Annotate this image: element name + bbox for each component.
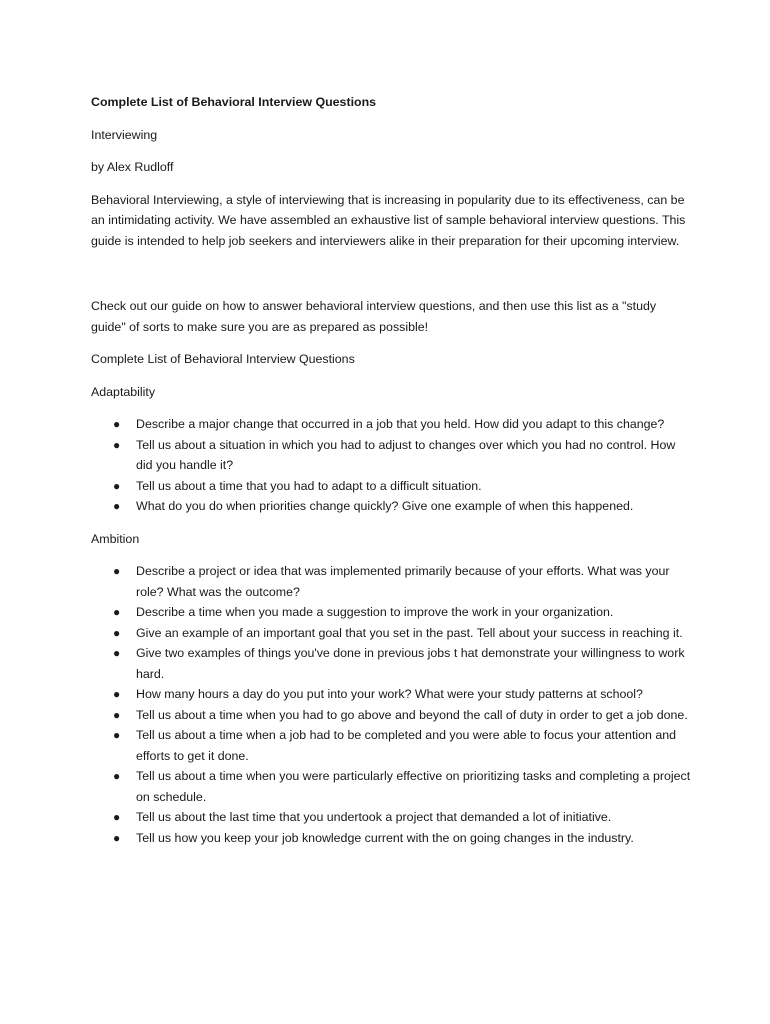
list-item — [91, 476, 691, 497]
question-text: What do you do when priorities change quickly? Give one example of when this happened. — [136, 499, 634, 513]
document-body — [91, 92, 691, 860]
list-item — [91, 496, 691, 517]
question-text: Tell us about a time when you were particularly effective on prioritizing tasks and completing a project on schedule. — [136, 769, 691, 804]
question-text: Tell us about a time that you had to adapt to a difficult situation. — [136, 478, 482, 493]
list-item — [91, 684, 691, 705]
question-list-ambition — [91, 561, 691, 848]
list-item — [91, 725, 691, 766]
list-item — [91, 807, 691, 828]
section-heading-adaptability: Adaptability — [91, 384, 156, 399]
bullet-icon: ● — [113, 417, 121, 431]
bullet-icon: ● — [113, 499, 121, 513]
question-text: Tell us about a situation in which you had to adjust to changes over which you had no control. How did you handle it? — [136, 437, 676, 472]
document-category: Interviewing — [91, 127, 158, 142]
question-list-adaptability — [91, 414, 691, 517]
bullet-icon: ● — [113, 646, 121, 660]
question-text: Describe a major change that occurred in a job that you held. How did you adapt to this change? — [136, 417, 665, 431]
question-text: Tell us about the last time that you undertook a project that demanded a lot of initiative. — [136, 810, 612, 824]
list-item — [91, 705, 691, 726]
bullet-icon: ● — [113, 605, 121, 619]
bullet-icon: ● — [113, 564, 121, 578]
bullet-icon: ● — [113, 437, 121, 452]
section-heading-ambition: Ambition — [91, 531, 140, 546]
intro-paragraph: Behavioral Interviewing, a style of interviewing that is increasing in popularity due to its effectiveness, can be an intimidating activity. We have assembled an exhaustive list of sample behavioral interview questions. This guide is intended to help job seekers and interviewers alike in their preparation for their upcoming interview. — [91, 192, 686, 248]
bullet-icon: ● — [113, 810, 121, 824]
document-title: Complete List of Behavioral Interview Questions — [91, 95, 377, 109]
list-item — [91, 828, 691, 849]
list-heading: Complete List of Behavioral Interview Questions — [91, 352, 355, 366]
guide-note-paragraph: Check out our guide on how to answer behavioral interview questions, and then use this list as a "study guide" of sorts to make sure you are as prepared as possible! — [91, 299, 657, 334]
question-text: Tell us about a time when you had to go above and beyond the call of duty in order to get a job done. — [136, 707, 688, 722]
list-item — [91, 623, 691, 644]
question-text: Describe a project or idea that was implemented primarily because of your efforts. What was your role? What was the outcome? — [136, 564, 670, 599]
paragraph-spacer — [91, 263, 691, 296]
document-byline: by Alex Rudloff — [91, 160, 174, 174]
bullet-icon: ● — [113, 478, 121, 493]
question-text: Give an example of an important goal that you set in the past. Tell about your success in reaching it. — [136, 625, 683, 640]
list-item — [91, 435, 691, 476]
list-item — [91, 561, 691, 602]
bullet-icon: ● — [113, 728, 121, 742]
bullet-icon: ● — [113, 769, 121, 783]
bullet-icon: ● — [113, 707, 121, 722]
bullet-icon: ● — [113, 687, 121, 701]
question-text: Tell us how you keep your job knowledge current with the on going changes in the industry. — [136, 830, 634, 845]
list-item — [91, 643, 691, 684]
bullet-icon: ● — [113, 625, 121, 640]
question-text: Give two examples of things you've done in previous jobs t hat demonstrate your willingness to work hard. — [136, 646, 685, 681]
question-text: How many hours a day do you put into your work? What were your study patterns at school? — [136, 687, 643, 701]
list-item — [91, 766, 691, 807]
list-item — [91, 414, 691, 435]
question-text: Tell us about a time when a job had to be completed and you were able to focus your attention and efforts to get it done. — [136, 728, 677, 763]
bullet-icon: ● — [113, 830, 121, 845]
list-item — [91, 602, 691, 623]
question-text: Describe a time when you made a suggestion to improve the work in your organization. — [136, 605, 614, 619]
